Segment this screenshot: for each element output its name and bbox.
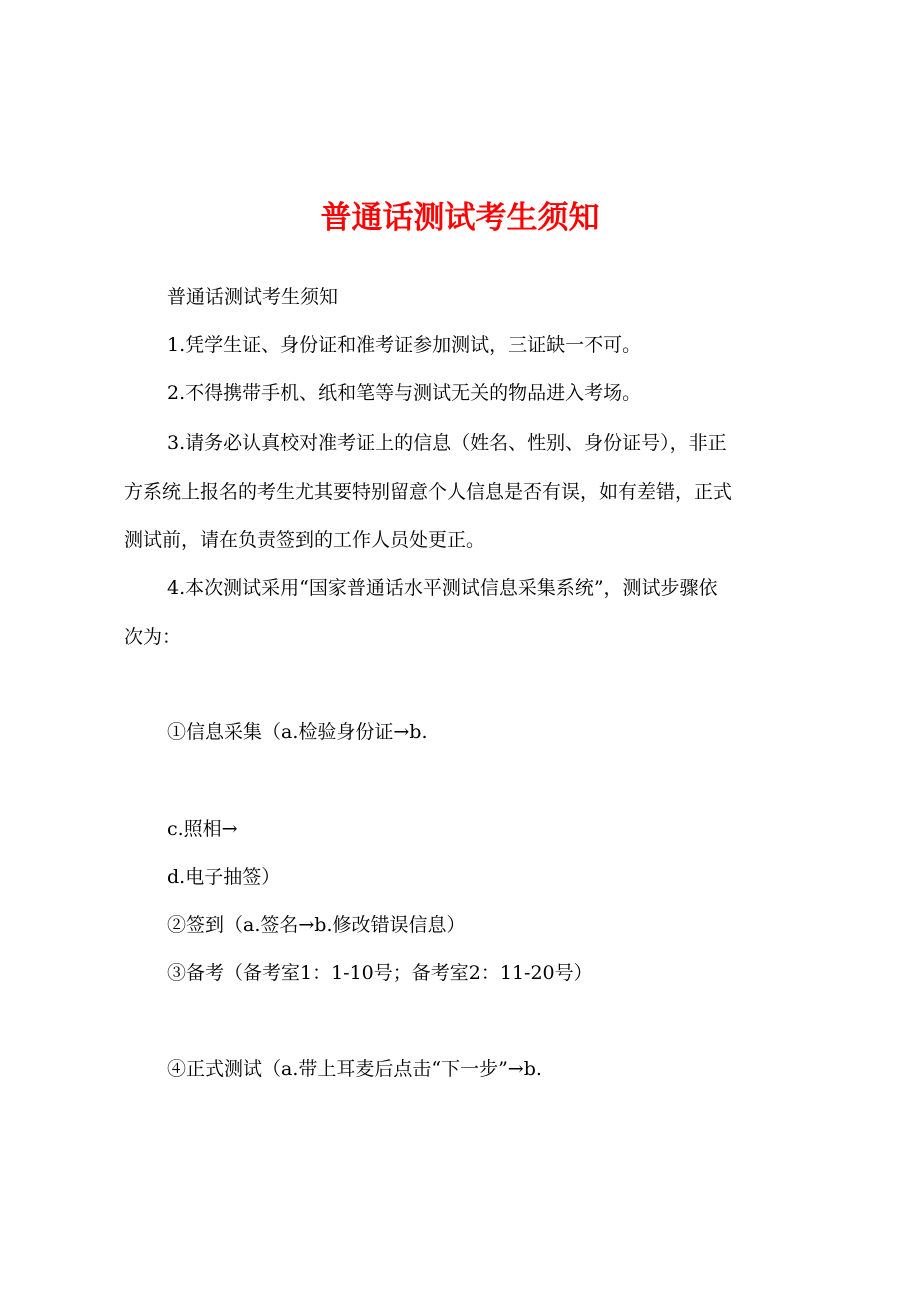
step-1: ①信息采集（a.检验身份证→b.	[167, 721, 428, 743]
step-4: ④正式测试（a.带上耳麦后点击“下一步”→b.	[167, 1058, 542, 1080]
step-1-c: c.照相→	[167, 818, 238, 840]
step-1-d: d.电子抽签）	[167, 866, 281, 888]
rule-3-line-2: 方系统上报名的考生尤其要特别留意个人信息是否有误，如有差错，正式	[124, 481, 733, 503]
rule-1: 1.凭学生证、身份证和准考证参加测试，三证缺一不可。	[167, 334, 642, 356]
intro-heading: 普通话测试考生须知	[167, 286, 339, 308]
step-3: ③备考（备考室1：1-10号；备考室2：11-20号）	[167, 962, 593, 984]
rule-3-line-1: 3.请务必认真校对准考证上的信息（姓名、性别、身份证号），非正	[167, 432, 727, 454]
rule-3-line-3: 测试前，请在负责签到的工作人员处更正。	[124, 529, 486, 551]
step-2: ②签到（a.签名→b.修改错误信息）	[167, 914, 466, 936]
rule-4-line-1: 4.本次测试采用“国家普通话水平测试信息采集系统”，测试步骤依	[167, 577, 718, 599]
rule-2: 2.不得携带手机、纸和笔等与测试无关的物品进入考场。	[167, 382, 642, 404]
document-title: 普通话测试考生须知	[320, 200, 600, 236]
rule-4-line-2: 次为：	[124, 626, 182, 648]
